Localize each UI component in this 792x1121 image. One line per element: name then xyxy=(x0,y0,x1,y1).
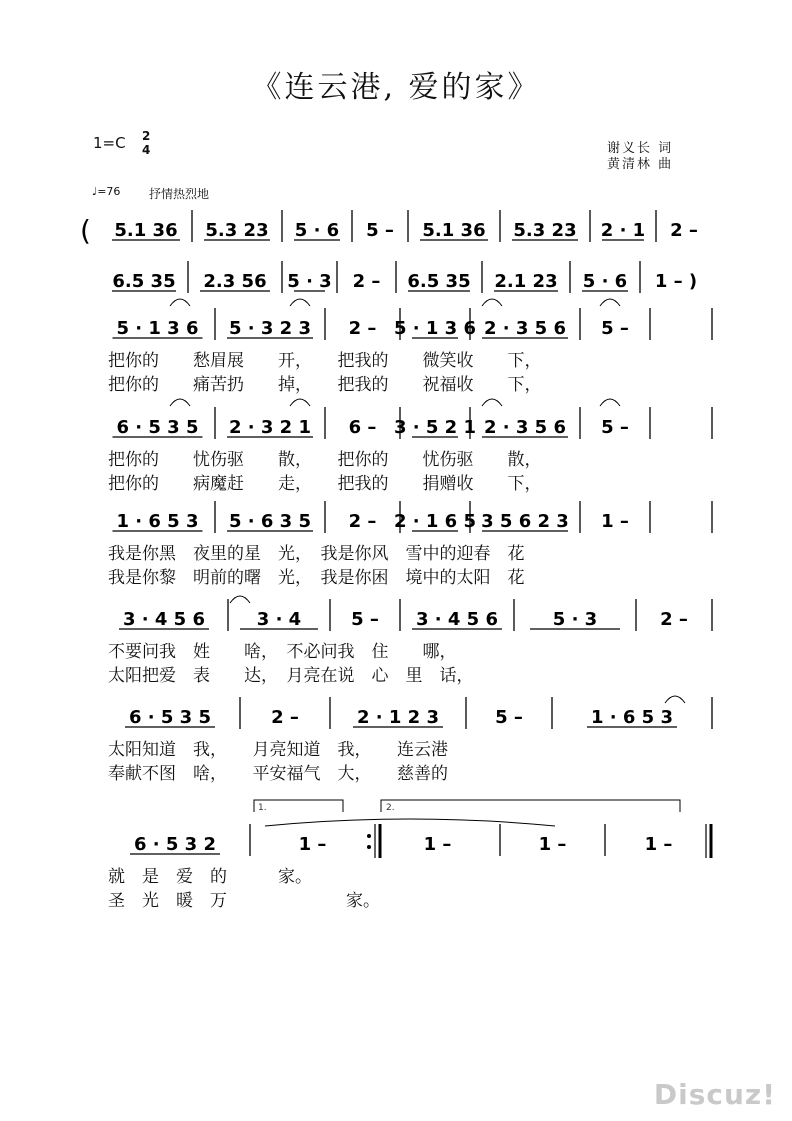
measure-notes: 2 – xyxy=(348,511,377,532)
measure-notes: 6 · 5 3 2 xyxy=(133,834,217,855)
tie-arc xyxy=(170,299,190,306)
measure-notes: 3 · 4 5 6 xyxy=(415,609,499,630)
measure-notes: 5 · 3 xyxy=(552,609,598,630)
measure-notes: 5.3 23 xyxy=(513,220,577,241)
measure-notes: 5.1 36 xyxy=(114,220,178,241)
measure-notes: 6.5 35 xyxy=(112,271,176,292)
meter-bottom: 4 xyxy=(142,143,151,157)
measure-notes: 5 · 3 xyxy=(287,271,332,292)
measure-notes: 5 · 6 xyxy=(294,220,340,241)
open-parenthesis: ( xyxy=(80,214,91,247)
measure-notes: 1 · 6 5 3 xyxy=(116,511,199,532)
measure-notes: 3 · 4 5 6 xyxy=(122,609,206,630)
measure-notes: 1 – xyxy=(601,511,629,532)
lyric-line: 奉献不图 啥， 平安福气 大， 慈善的 xyxy=(108,764,448,784)
composer-credit: 黄清林 曲 xyxy=(607,157,674,172)
measure-notes: 2 – xyxy=(271,707,299,728)
lyric-line: 圣 光 暖 万 家。 xyxy=(108,891,380,911)
song-title: 《连云港, 爱的家》 xyxy=(251,70,541,105)
lyric-line: 把你的 痛苦扔 掉， 把我的 祝福收 下， xyxy=(108,375,542,395)
measure-notes: 2 · 1 6 5 xyxy=(393,511,477,532)
measure-notes: 1 – xyxy=(298,834,327,855)
measure-notes: 6 · 5 3 5 xyxy=(128,707,212,728)
repeat-dot xyxy=(367,845,371,849)
measure-notes: 6 · 5 3 5 xyxy=(116,417,199,438)
tie-arc xyxy=(170,399,190,406)
measure-notes: 5 – xyxy=(495,707,523,728)
measure-notes: 3 5 6 2 3 xyxy=(481,511,569,532)
meter-top: 2 xyxy=(142,129,151,143)
lyric-line: 太阳把爱 表 达， 月亮在说 心 里 话， xyxy=(108,666,474,686)
measure-notes: 2 · 1 2 3 xyxy=(356,707,440,728)
measure-notes: 3 · 4 xyxy=(256,609,302,630)
measure-notes: 1 – xyxy=(538,834,567,855)
measure-notes: 5.1 36 xyxy=(422,220,486,241)
measure-notes: 6 – xyxy=(348,417,377,438)
measure-notes: 1 – xyxy=(644,834,673,855)
measure-notes: 5 · 6 xyxy=(582,271,628,292)
measure-notes: 6.5 35 xyxy=(407,271,471,292)
measure-notes: 2 – xyxy=(352,271,381,292)
measure-notes: 5 – xyxy=(351,609,379,630)
tie-arc xyxy=(482,299,502,306)
measure-notes: 2 · 1 xyxy=(600,220,646,241)
tie-arc xyxy=(230,596,250,603)
measure-notes: 5 · 6 3 5 xyxy=(228,511,312,532)
measure-notes: 3 · 5 2 1 xyxy=(393,417,477,438)
measure-notes: 2 – xyxy=(660,609,688,630)
volta-bracket-1 xyxy=(254,800,343,812)
tie-arc xyxy=(600,399,620,406)
measure-notes: 2 · 3 5 6 xyxy=(483,318,567,339)
measure-notes: 2 – xyxy=(348,318,377,339)
watermark: Discuz! xyxy=(653,1078,776,1111)
measure-notes: 5 – xyxy=(366,220,394,241)
lyric-line: 我是你黑 夜里的星 光， 我是你风 雪中的迎春 花 xyxy=(108,544,525,564)
measure-notes: 5.3 23 xyxy=(205,220,269,241)
measure-notes: 1 – xyxy=(423,834,452,855)
measure-notes: 2 · 3 2 1 xyxy=(228,417,312,438)
tie-arc xyxy=(290,299,310,306)
lyric-line: 太阳知道 我， 月亮知道 我， 连云港 xyxy=(108,740,448,760)
measure-notes: 2.1 23 xyxy=(494,271,558,292)
repeat-dot xyxy=(367,834,371,838)
measure-notes: 5 · 1 3 6 xyxy=(393,318,477,339)
lyricist-credit: 谢义长 词 xyxy=(607,141,674,156)
lyric-line: 把你的 病魔赶 走， 把我的 捐赠收 下， xyxy=(108,474,542,494)
tempo-marking: ♩=76 xyxy=(92,185,121,198)
tie-arc xyxy=(482,399,502,406)
tie-arc xyxy=(265,819,555,826)
measure-notes: 2 – xyxy=(670,220,698,241)
measure-notes: 5 – xyxy=(601,318,629,339)
tie-arc xyxy=(290,399,310,406)
volta-2-label: 2. xyxy=(386,803,395,813)
lyric-line: 我是你黎 明前的曙 光， 我是你困 境中的太阳 花 xyxy=(108,568,525,588)
measure-notes: 1 · 6 5 3 xyxy=(590,707,674,728)
measure-notes: 5 · 1 3 6 xyxy=(116,318,199,339)
measure-notes: 5 · 3 2 3 xyxy=(228,318,312,339)
measure-notes: 2.3 56 xyxy=(203,271,267,292)
lyric-line: 把你的 愁眉展 开， 把我的 微笑收 下， xyxy=(108,351,542,371)
lyric-line: 不要问我 姓 啥， 不必问我 住 哪， xyxy=(108,642,457,662)
measure-notes: 5 – xyxy=(601,417,629,438)
expression-marking: 抒情热烈地 xyxy=(149,187,210,201)
tie-arc xyxy=(600,299,620,306)
measure-notes: 2 · 3 5 6 xyxy=(483,417,567,438)
tie-arc xyxy=(665,696,685,703)
volta-1-label: 1. xyxy=(258,803,267,813)
measure-notes: 1 – ) xyxy=(654,271,698,292)
lyric-line: 就 是 爱 的 家。 xyxy=(108,867,312,887)
lyric-line: 把你的 忧伤驱 散， 把你的 忧伤驱 散， xyxy=(108,450,542,470)
key-signature: 1=C xyxy=(93,134,126,152)
volta-bracket-2 xyxy=(381,800,680,812)
